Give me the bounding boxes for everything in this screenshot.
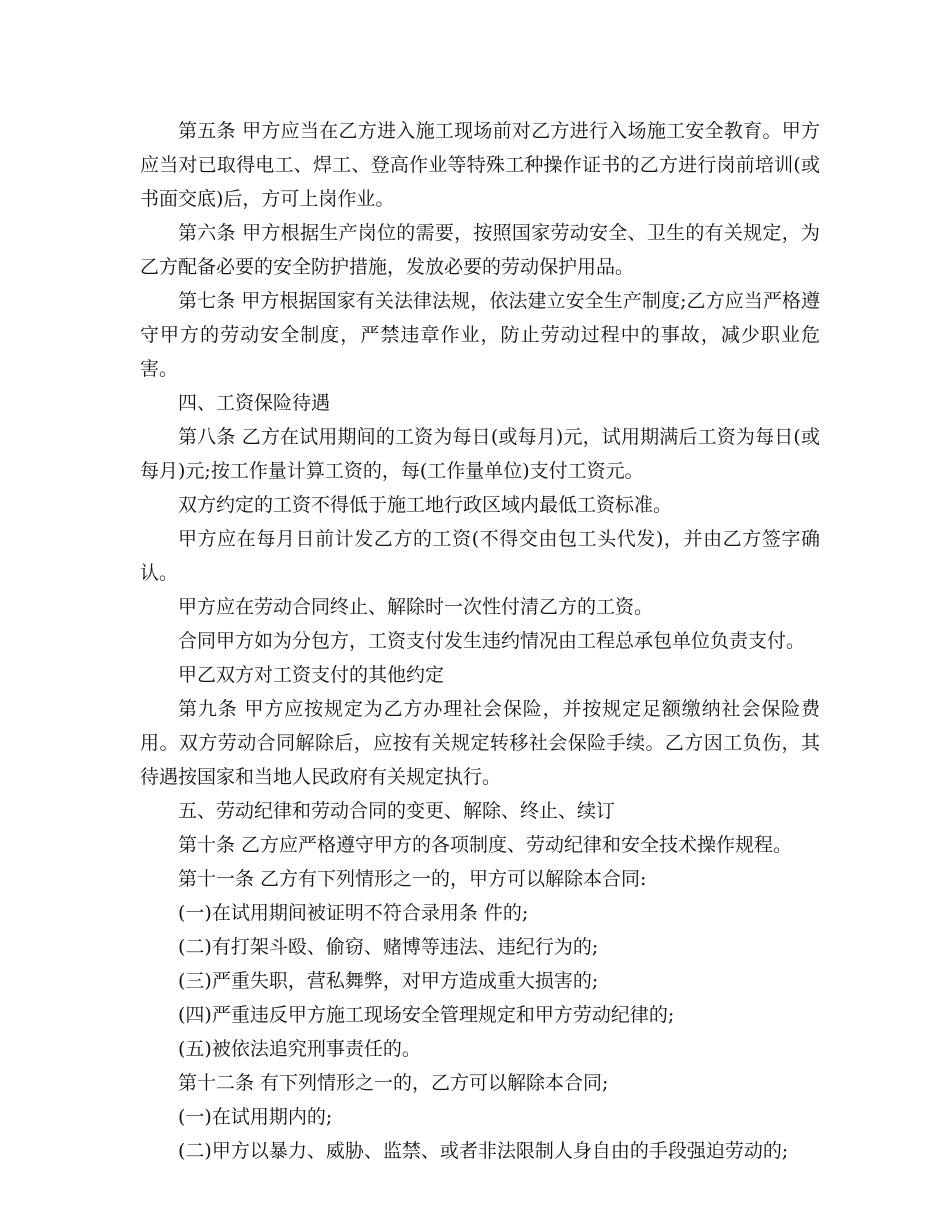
- min-wage-paragraph: 双方约定的工资不得低于施工地行政区域内最低工资标准。: [178, 494, 673, 516]
- article-11-item-2: (二)有打架斗殴、偷窃、赌博等违法、违纪行为的;: [178, 936, 599, 958]
- payday-paragraph: 甲方应在每月日前计发乙方的工资(不得交由包工头代发)，并由乙方签字确认。: [140, 528, 820, 584]
- article-6-paragraph: 第六条 甲方根据生产岗位的需要，按照国家劳动安全、卫生的有关规定，为乙方配备必要的安全防护措施，发放必要的劳动保护用品。: [140, 222, 820, 278]
- article-11-item-3: (三)严重失职，营私舞弊，对甲方造成重大损害的;: [178, 970, 599, 992]
- article-7-paragraph: 第七条 甲方根据国家有关法律法规，依法建立安全生产制度;乙方应当严格遵守甲方的劳动安全制度，严禁违章作业，防止劳动过程中的事故，减少职业危害。: [140, 290, 820, 380]
- article-10-paragraph: 第十条 乙方应严格遵守甲方的各项制度、劳动纪律和安全技术操作规程。: [178, 834, 793, 856]
- article-8-paragraph: 第八条 乙方在试用期间的工资为每日(或每月)元，试用期满后工资为每日(或每月)元;按工作量计算工资的，每(工作量单位)支付工资元。: [140, 426, 820, 482]
- article-12-paragraph: 第十二条 有下列情形之一的，乙方可以解除本合同;: [178, 1072, 609, 1094]
- article-11-item-1: (一)在试用期间被证明不符合录用条 件的;: [178, 902, 529, 924]
- article-12-item-1: (一)在试用期内的;: [178, 1106, 333, 1128]
- article-5-paragraph: 第五条 甲方应当在乙方进入施工现场前对乙方进行入场施工安全教育。甲方应当对已取得电工、焊工、登高作业等特殊工种操作证书的乙方进行岗前培训(或书面交底)后，方可上岗作业。: [140, 120, 820, 210]
- article-11-item-5: (五)被依法追究刑事责任的。: [178, 1038, 421, 1060]
- document-page: [140, 114, 820, 1168]
- settlement-paragraph: 甲方应在劳动合同终止、解除时一次性付清乙方的工资。: [178, 596, 654, 618]
- subcontract-paragraph: 合同甲方如为分包方，工资支付发生违约情况由工程总承包单位负责支付。: [178, 630, 806, 652]
- other-wage-terms-paragraph: 甲乙双方对工资支付的其他约定: [178, 664, 445, 686]
- article-9-paragraph: 第九条 甲方应按规定为乙方办理社会保险，并按规定足额缴纳社会保险费用。双方劳动合同解除后，应按有关规定转移社会保险手续。乙方因工负伤，其待遇按国家和当地人民政府有关规定执行。: [140, 698, 820, 788]
- article-11-item-4: (四)严重违反甲方施工现场安全管理规定和甲方劳动纪律的;: [178, 1004, 675, 1026]
- section-5-heading: 五、劳动纪律和劳动合同的变更、解除、终止、续订: [178, 800, 616, 822]
- article-12-item-2: (二)甲方以暴力、威胁、监禁、或者非法限制人身自由的手段强迫劳动的;: [178, 1140, 789, 1162]
- article-11-paragraph: 第十一条 乙方有下列情形之一的，甲方可以解除本合同:: [178, 868, 647, 890]
- section-4-heading: 四、工资保险待遇: [178, 392, 331, 414]
